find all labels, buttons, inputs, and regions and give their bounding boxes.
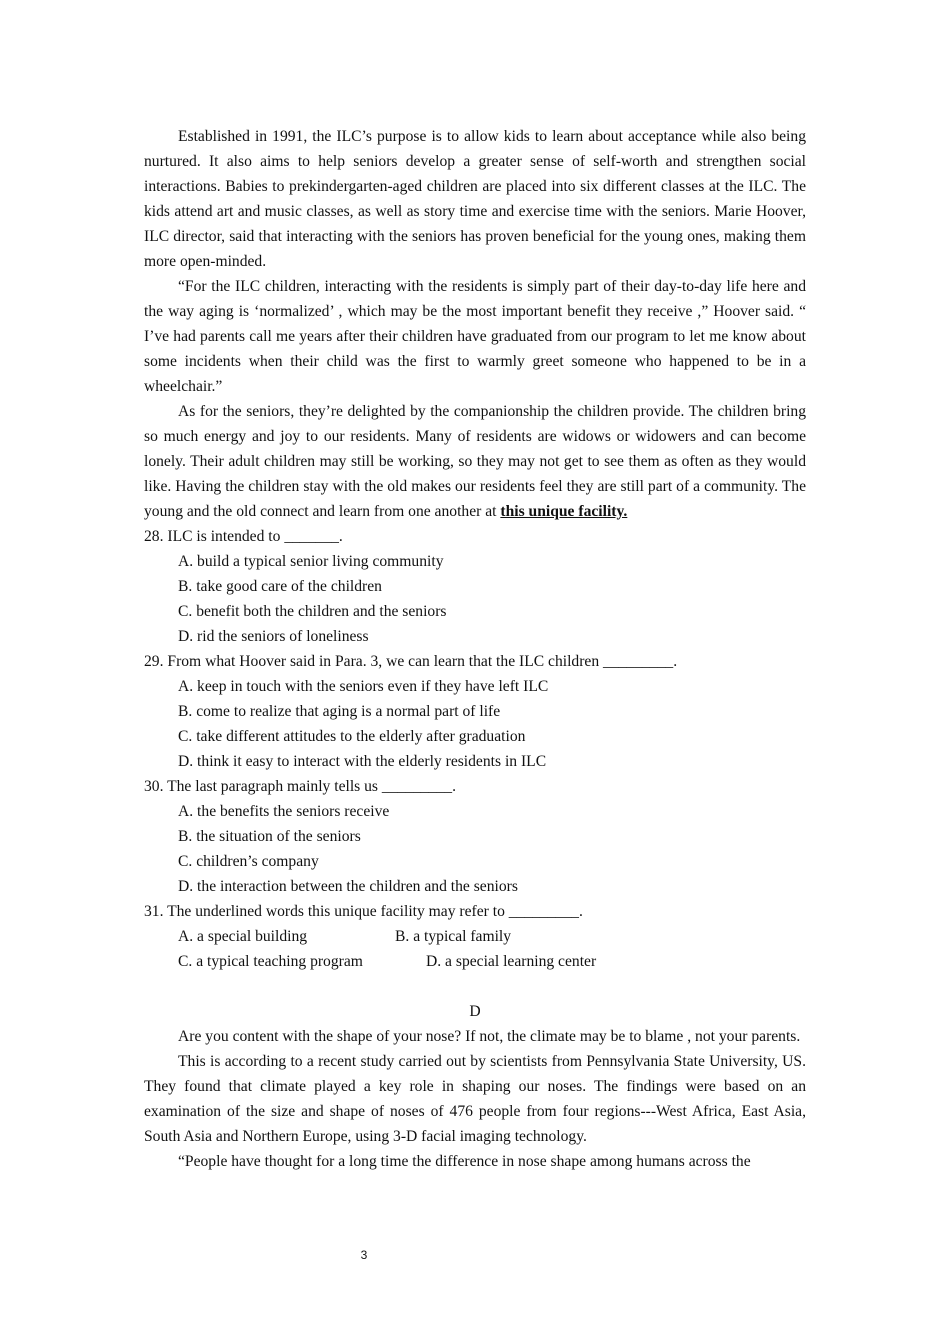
question-28-option-c: C. benefit both the children and the seniors — [178, 603, 447, 620]
question-31-stem: 31. The underlined words this unique facility may refer to _________. — [144, 903, 583, 920]
question-30-option-c: C. children’s company — [178, 853, 319, 870]
question-29-option-a: A. keep in touch with the seniors even if they have left ILC — [178, 678, 549, 695]
paragraph-3-text: As for the seniors, they’re delighted by the companionship the children provide. The children bring so much energy and joy to our residents. Many of residents are widows or widowers and can become lonely. Their adult children may still be working, so they may not get to see them as often as they would like. Having the children stay with the old makes our residents feel they are still part of a community. The young and the old connect and learn from one another at — [144, 403, 806, 520]
question-29-option-d: D. think it easy to interact with the elderly residents in ILC — [178, 753, 547, 770]
question-29-option-c: C. take different attitudes to the elderly after graduation — [178, 728, 526, 745]
question-30-stem: 30. The last paragraph mainly tells us _________. — [144, 778, 456, 795]
question-30-option-a: A. the benefits the seniors receive — [178, 803, 390, 820]
question-28-option-b: B. take good care of the children — [178, 578, 382, 595]
question-31-options-row-1 — [178, 924, 806, 949]
passage-d-paragraph-1: Are you content with the shape of your nose? If not, the climate may be to blame , not your parents. — [178, 1028, 801, 1045]
question-30-option-b: B. the situation of the seniors — [178, 828, 361, 845]
passage-d-paragraph-3: “People have thought for a long time the difference in nose shape among humans across the — [178, 1153, 751, 1170]
page-number: 3 — [360, 1248, 368, 1262]
passage-c-paragraph-2: “For the ILC children, interacting with the residents is simply part of their day-to-day life here and the way aging is ‘normalized’ , which may be the most important benefit they receive ,” Hoover said. “ I’ve had parents call me years after their children have graduated from our program to let me know about some incidents when their child was the first to warmly greet someone who happened to be in a wheelchair.” — [144, 278, 806, 395]
underlined-phrase: this unique facility. — [500, 503, 628, 520]
passage-c-paragraph-3 — [144, 399, 806, 524]
question-31-option-a: A. a special building — [178, 928, 308, 945]
question-29-stem: 29. From what Hoover said in Para. 3, we can learn that the ILC children _________. — [144, 653, 678, 670]
question-31-option-c: C. a typical teaching program — [178, 953, 363, 970]
question-30-option-d: D. the interaction between the children and the seniors — [178, 878, 518, 895]
question-29-option-b: B. come to realize that aging is a normal part of life — [178, 703, 501, 720]
question-31-option-b: B. a typical family — [395, 928, 512, 945]
question-28-option-a: A. build a typical senior living community — [178, 553, 444, 570]
section-heading: D — [469, 1003, 481, 1020]
question-28-option-d: D. rid the seniors of loneliness — [178, 628, 369, 645]
passage-d-paragraph-2: This is according to a recent study carried out by scientists from Pennsylvania State University, US. They found that climate played a key role in shaping our noses. The findings were based on an examination of the size and shape of noses of 476 people from four regions---West Africa, East Asia, South Asia and Northern Europe, using 3-D facial imaging technology. — [144, 1053, 806, 1145]
question-28-stem: 28. ILC is intended to _______. — [144, 528, 343, 545]
question-31-options-row-2 — [178, 949, 806, 974]
question-31-option-d: D. a special learning center — [426, 953, 597, 970]
spacer — [144, 974, 806, 999]
passage-c-paragraph-1: Established in 1991, the ILC’s purpose is to allow kids to learn about acceptance while also being nurtured. It also aims to help seniors develop a greater sense of self-worth and strengthen social interactions. Babies to prekindergarten-aged children are placed into six different classes at the ILC. The kids attend art and music classes, as well as story time and exercise time with the seniors. Marie Hoover, ILC director, said that interacting with the seniors has proven beneficial for the young ones, making them more open-minded. — [144, 128, 806, 270]
document-page — [144, 124, 806, 1174]
